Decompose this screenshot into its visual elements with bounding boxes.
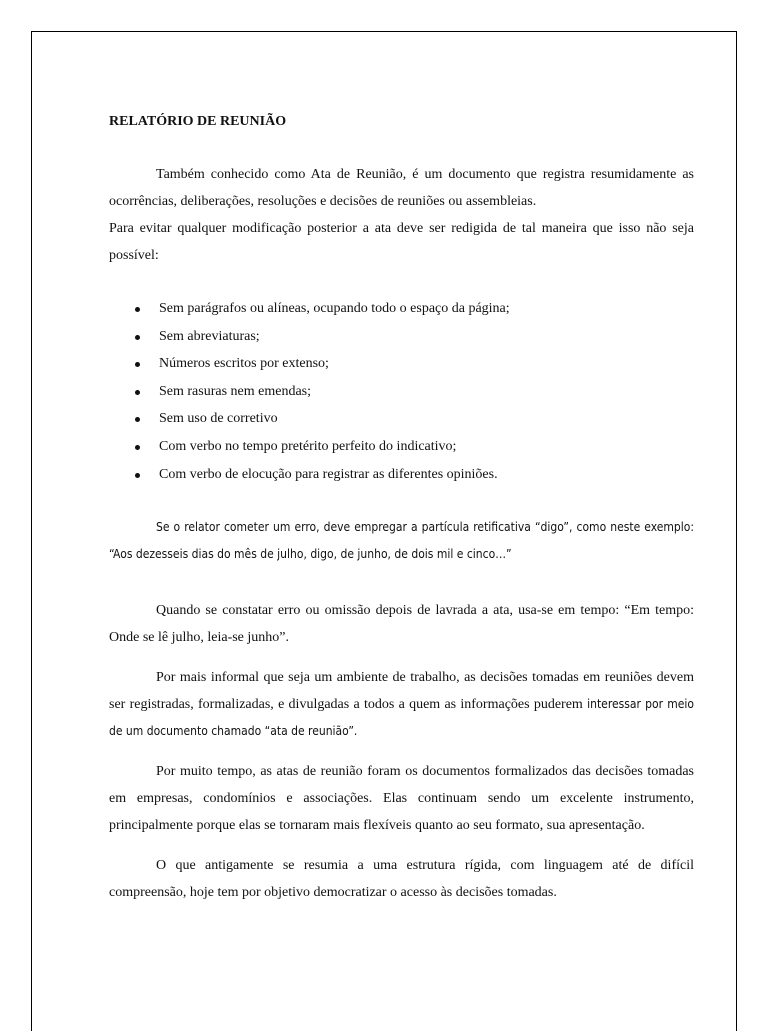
constraint-paragraph: Para evitar qualquer modificação posterior a ata deve ser redigida de tal maneira que isso não seja possível: bbox=[109, 221, 694, 263]
document-title: RELATÓRIO DE REUNIÃO bbox=[109, 114, 287, 129]
workplace-paragraph bbox=[109, 664, 694, 745]
list-item: Com verbo no tempo pretérito perfeito do indicativo; bbox=[109, 433, 694, 461]
list-item: Sem rasuras nem emendas; bbox=[109, 378, 694, 406]
closing-paragraph: O que antigamente se resumia a uma estrutura rígida, com linguagem até de difícil compreensão, hoje tem por objetivo democratizar o acesso às decisões tomadas. bbox=[109, 858, 694, 901]
rules-list bbox=[109, 295, 694, 488]
document-page bbox=[31, 31, 737, 1031]
list-item: Números escritos por extenso; bbox=[109, 350, 694, 378]
history-paragraph: Por muito tempo, as atas de reunião foram os documentos formalizados das decisões tomadas em empresas, condomínios e associações. Elas continuam sendo um excelente instrumento, principalmente porque elas se tornaram mais flexíveis quanto ao seu formato, sua apresentação. bbox=[109, 764, 694, 834]
em-tempo-paragraph: Quando se constatar erro ou omissão depois de lavrada a ata, usa-se em tempo: “Em tempo: Onde se lê julho, leia-se junho”. bbox=[109, 603, 694, 646]
list-item: Sem parágrafos ou alíneas, ocupando todo o espaço da página; bbox=[109, 295, 694, 323]
list-item: Sem uso de corretivo bbox=[109, 405, 694, 433]
list-item: Sem abreviaturas; bbox=[109, 323, 694, 351]
workplace-paragraph-main: Por mais informal que seja um ambiente de trabalho, as decisões tomadas em reuniões devem ser registradas, formalizadas, e divulgadas a todos a quem as informações puderem bbox=[109, 670, 694, 713]
workplace-paragraph-tail: interessar por meio de um documento chamado “ata de reunião”. bbox=[109, 697, 695, 739]
list-item: Com verbo de elocução para registrar as diferentes opiniões. bbox=[109, 461, 694, 489]
intro-paragraph: Também conhecido como Ata de Reunião, é um documento que registra resumidamente as ocorrências, deliberações, resoluções e decisões de reuniões ou assembleias. bbox=[109, 167, 694, 209]
document-body bbox=[109, 108, 694, 906]
errata-paragraph: Se o relator cometer um erro, deve empregar a partícula retificativa “digo”, como neste exemplo: “Aos dezesseis dias do mês de julho, digo, de junho, de dois mil e cinco…” bbox=[109, 520, 694, 562]
